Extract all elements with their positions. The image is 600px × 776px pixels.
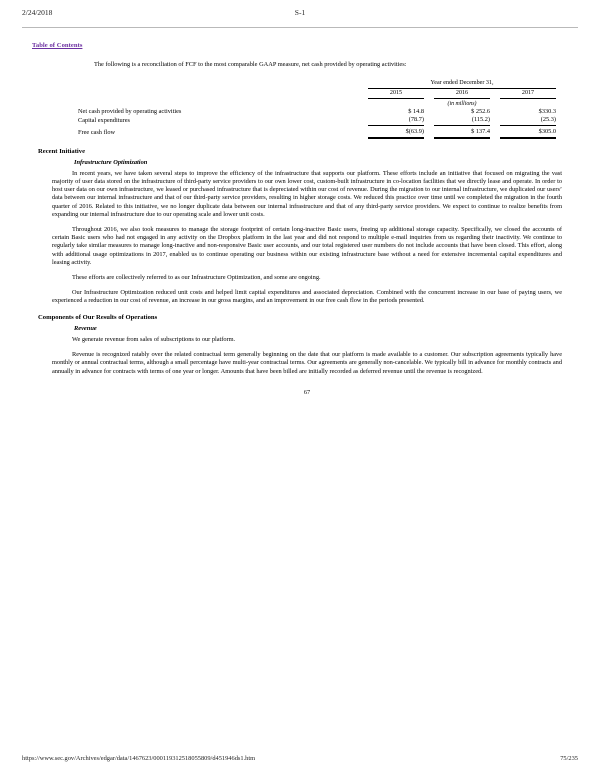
cell-capital-expenditures-2015: (78.7) [368,116,424,125]
paragraph-revenue-recognition: Revenue is recognized ratably over the related contractual term generally beginning on the date that our platform is made available to a customer. Our subscription agreements typically have monthly or annual contractual terms, although a small percentage have multi-year contractual terms. Our agreements are generally non-cancelable. We typically bill in advance for monthly contracts and annually in advance for contracts with terms of one year or longer. Amounts that have been billed are initially recorded as deferred revenue until the revenue is recognized. [52,350,562,375]
print-header-document-title: S-1 [294,8,306,17]
print-footer-url: https://www.sec.gov/Archives/edgar/data/1467623/000119312518055809/d451946ds1.htm [22,755,256,762]
heading-recent-initiative: Recent Initiative [38,147,86,155]
document-content [0,61,600,396]
header-divider [22,27,578,28]
cell-operating-activities-2017: $330.3 [538,107,556,115]
browser-print-header [0,8,600,22]
heading-infrastructure-optimization: Infrastructure Optimization [74,158,148,166]
table-units-note: (in millions) [447,100,477,107]
cell-free-cash-flow-2015: $(63.9) [368,128,424,138]
paragraph-efforts-summary: These efforts are collectively referred to as our Infrastructure Optimization, and some are ongoing. [72,273,321,281]
fcf-table-container [52,79,562,138]
cell-free-cash-flow-2016: $ 137.4 [434,128,490,138]
cell-capital-expenditures-2017: (25.3) [500,116,556,125]
browser-print-footer [0,755,600,767]
row-label-operating-activities: Net cash provided by operating activities [78,107,182,115]
table-row [78,128,556,138]
paragraph-revenue-source: We generate revenue from sales of subscriptions to our platform. [72,336,236,344]
document-page [0,34,600,396]
cell-operating-activities-2016: $ 252.6 [471,107,490,115]
page-number: 67 [303,388,311,396]
table-header-period-span: Year ended December 31, [368,79,556,88]
cell-free-cash-flow-2017: $305.0 [500,128,556,138]
table-units-row [78,98,556,108]
row-label-free-cash-flow: Free cash flow [78,129,116,137]
row-label-capital-expenditures: Capital expenditures [78,117,130,125]
paragraph-infrastructure-history: In recent years, we have taken several steps to improve the efficiency of the infrastructure that supports our platform. These efforts include an initiative that focused on migrating the vast majority of user data stored on the infrastructure of third-party service providers to our own lower cost, custom-built infrastructure in co-location facilities that we directly lease and operate. In order to host user data on our own infrastructure, we leased or purchased infrastructure that is depreciated within our cost of revenue. During the migration to our internal infrastructure, we duplicated our users’ data between our internal infrastructure and that of our third-party service providers, resulting in higher storage costs. We reduced this practice over time until we completed the migration in the fourth quarter of 2016. Related to this initiative, we no longer duplicate data between our internal infrastructure and that of any third-party service providers. We expect to continue to realize benefits from expanding our internal infrastructure due to our operating scale and lower unit costs. [52,169,562,218]
heading-revenue: Revenue [74,325,97,333]
print-header-date: 2/24/2018 [22,8,53,17]
table-header-span-row [78,79,556,88]
table-row [78,116,556,125]
fcf-reconciliation-table [78,79,556,138]
table-of-contents-link[interactable]: Table of Contents [32,42,83,49]
table-header-year-row [78,89,556,99]
paragraph-optimization-impact: Our Infrastructure Optimization reduced unit costs and helped limit capital expenditures and associated depreciation. Combined with the concurrent increase in our base of paying users, we experienced a reduction in our cost of revenue, an increase in our gross margins, and an improvement in our free cash flow in the periods presented. [52,288,562,304]
heading-components-of-results: Components of Our Results of Operations [38,314,158,322]
table-row [78,108,556,116]
table-column-header-2015: 2015 [368,89,424,99]
table-column-header-2017: 2017 [500,89,556,99]
table-column-header-2016: 2016 [434,89,490,99]
print-footer-page-indicator: 75/235 [560,755,578,762]
paragraph-storage-footprint: Throughout 2016, we also took measures to manage the storage footprint of certain long-inactive Basic users, freeing up additional storage capacity. Specifically, we closed the accounts of certain Basic users who had not engaged in any activity on the Dropbox platform in the last year and did not respond to multiple e-mail inquiries from us regarding their inactivity. We continue to regularly take similar measures to manage long-inactive and non-responsive Basic user accounts, and our total registered user numbers do not include accounts that have been closed. This effort, along with additional usage optimizations in 2017, enabled us to continue operating our business within our existing infrastructure base without a need for extensive incremental capital expenditures and leasing activity. [52,225,562,266]
cell-operating-activities-2015: $ 14.8 [408,107,424,115]
cell-capital-expenditures-2016: (115.2) [434,116,490,125]
intro-paragraph: The following is a reconciliation of FCF to the most comparable GAAP measure, net cash provided by operating activities: [94,61,407,68]
